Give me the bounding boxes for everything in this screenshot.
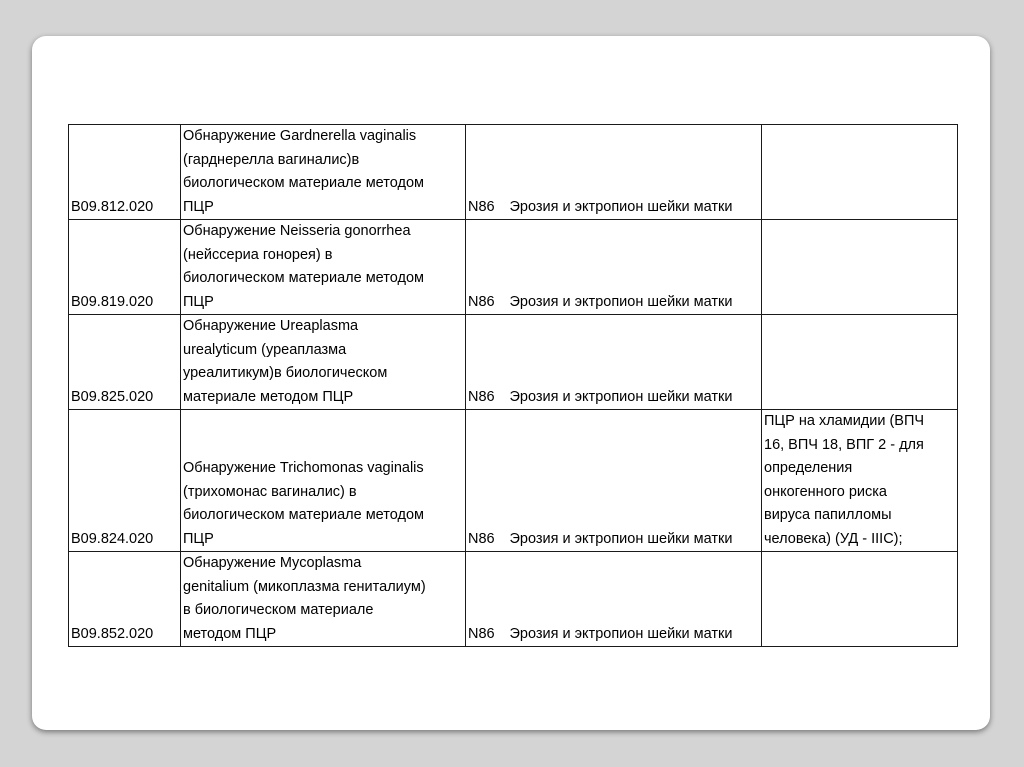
table-row <box>69 220 958 315</box>
diagnosis-cell: Эрозия и эктропион шейки матки <box>508 220 762 315</box>
table-row <box>69 315 958 410</box>
icd-code-cell: N86 <box>466 220 508 315</box>
table-row <box>69 552 958 647</box>
service-name-cell: Обнаружение Gardnerella vaginalis (гарднерелла вагиналис)в биологическом материале методом ПЦР <box>181 125 466 220</box>
icd-code-cell: N86 <box>466 552 508 647</box>
service-name-cell: Обнаружение Trichomonas vaginalis (трихомонас вагиналис) в биологическом материале методом ПЦР <box>181 410 466 552</box>
diagnosis-cell: Эрозия и эктропион шейки матки <box>508 410 762 552</box>
note-cell <box>762 315 958 410</box>
services-table <box>68 124 958 647</box>
service-name-cell: Обнаружение Mycoplasma genitalium (микоплазма гениталиум) в биологическом материале методом ПЦР <box>181 552 466 647</box>
diagnosis-cell: Эрозия и эктропион шейки матки <box>508 552 762 647</box>
table-row <box>69 410 958 552</box>
table-row <box>69 125 958 220</box>
services-table-body <box>69 125 958 647</box>
icd-code-cell: N86 <box>466 125 508 220</box>
note-cell <box>762 220 958 315</box>
diagnosis-cell: Эрозия и эктропион шейки матки <box>508 125 762 220</box>
note-cell <box>762 125 958 220</box>
service-name-cell: Обнаружение Ureaplasma urealyticum (уреаплазма уреалитикум)в биологическом материале методом ПЦР <box>181 315 466 410</box>
diagnosis-cell: Эрозия и эктропион шейки матки <box>508 315 762 410</box>
icd-code-cell: N86 <box>466 410 508 552</box>
service-code-cell: B09.852.020 <box>69 552 181 647</box>
service-name-cell: Обнаружение Neisseria gonorrhea (нейссериа гонорея) в биологическом материале методом ПЦР <box>181 220 466 315</box>
service-code-cell: B09.825.020 <box>69 315 181 410</box>
service-code-cell: B09.824.020 <box>69 410 181 552</box>
note-cell: ПЦР на хламидии (ВПЧ 16, ВПЧ 18, ВПГ 2 - для определения онкогенного риска вируса папилломы человека) (УД - IIIC); <box>762 410 958 552</box>
service-code-cell: B09.812.020 <box>69 125 181 220</box>
icd-code-cell: N86 <box>466 315 508 410</box>
service-code-cell: B09.819.020 <box>69 220 181 315</box>
note-cell <box>762 552 958 647</box>
